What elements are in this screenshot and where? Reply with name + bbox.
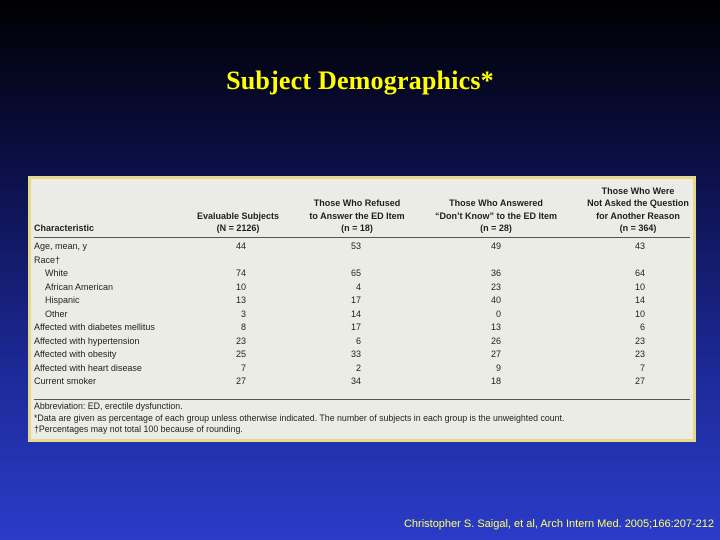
table-row xyxy=(31,294,693,308)
table-row xyxy=(31,375,693,389)
table-cell: 9 xyxy=(495,362,501,373)
table-cell: 13 xyxy=(235,295,246,305)
table-cell: 26 xyxy=(490,335,501,346)
table-cell: 0 xyxy=(495,308,501,319)
table-cell: 18 xyxy=(490,376,501,386)
table-row xyxy=(31,308,693,322)
table-cell: 10 xyxy=(634,281,645,292)
table-cell: 14 xyxy=(634,295,645,305)
column-header-4: Those Who Were Not Asked the Question for Another Reason (n = 364) xyxy=(587,185,689,234)
table-row xyxy=(31,321,693,335)
table-cell: 2 xyxy=(355,362,361,373)
table-header-row xyxy=(31,179,693,237)
table-cell: 10 xyxy=(634,308,645,319)
row-label: African American xyxy=(45,281,114,292)
table-cell: 36 xyxy=(490,268,501,278)
table-cell: 53 xyxy=(350,241,361,251)
table-cell: 44 xyxy=(235,241,246,251)
table-row xyxy=(31,362,693,376)
row-label: Current smoker xyxy=(34,376,97,386)
table-cell: 14 xyxy=(350,308,361,319)
table-row xyxy=(31,348,693,362)
table-cell: 7 xyxy=(639,362,645,373)
table-cell: 23 xyxy=(634,349,645,359)
table-cell: 34 xyxy=(350,376,361,386)
row-label: Hispanic xyxy=(45,295,80,305)
table-cell: 25 xyxy=(235,349,246,359)
table-note: Abbreviation: ED, erectile dysfunction. xyxy=(34,401,183,411)
table-cell: 49 xyxy=(490,241,501,251)
column-header-2: Those Who Refused to Answer the ED Item (n = 18) xyxy=(309,198,405,234)
table-cell: 65 xyxy=(350,268,361,278)
row-label: Affected with hypertension xyxy=(34,335,140,346)
row-label: White xyxy=(45,268,69,278)
table-cell: 23 xyxy=(235,335,246,346)
table-cell: 4 xyxy=(355,281,361,292)
column-header-3: Those Who Answered “Don’t Know” to the ED Item (n = 28) xyxy=(435,198,557,234)
table-cell: 33 xyxy=(350,349,361,359)
table-row xyxy=(31,240,693,254)
table-cell: 27 xyxy=(634,376,645,386)
table-cell: 17 xyxy=(350,322,361,332)
header-rule xyxy=(34,237,690,238)
table-cell: 74 xyxy=(235,268,246,278)
row-label: Affected with diabetes mellitus xyxy=(34,322,155,332)
table-row xyxy=(31,335,693,349)
row-label: Age, mean, y xyxy=(34,241,88,251)
row-label: Race† xyxy=(34,254,61,265)
footer-rule xyxy=(34,399,690,400)
table-note: †Percentages may not total 100 because of rounding. xyxy=(34,424,243,434)
table-cell: 23 xyxy=(490,281,501,292)
table-note: *Data are given as percentage of each group unless otherwise indicated. The number of subjects in each group is the unweighted count. xyxy=(34,412,565,423)
table-cell: 6 xyxy=(639,322,645,332)
column-header-1: Evaluable Subjects (N = 2126) xyxy=(196,210,280,234)
table-notes xyxy=(34,401,690,436)
column-header-characteristic: Characteristic xyxy=(34,223,95,234)
table-cell: 27 xyxy=(235,376,246,386)
table-cell: 10 xyxy=(235,281,246,292)
table-cell: 40 xyxy=(490,295,501,305)
slide-title: Subject Demographics* xyxy=(226,66,494,95)
table-cell: 43 xyxy=(634,241,645,251)
table-cell: 27 xyxy=(490,349,501,359)
table-row xyxy=(31,267,693,281)
table-cell: 7 xyxy=(240,362,246,373)
table-cell: 13 xyxy=(490,322,501,332)
table-cell: 8 xyxy=(240,322,246,332)
row-label: Affected with heart disease xyxy=(34,362,142,373)
table-cell: 6 xyxy=(355,335,361,346)
table-cell: 3 xyxy=(240,308,246,319)
demographics-table xyxy=(28,176,696,442)
citation: Christopher S. Saigal, et al, Arch Intern Med. 2005;166:207-212 xyxy=(403,518,714,530)
row-label: Affected with obesity xyxy=(34,349,117,359)
table-cell: 17 xyxy=(350,295,361,305)
table-row xyxy=(31,281,693,295)
row-label: Other xyxy=(45,308,68,319)
table-row xyxy=(31,254,693,268)
table-cell: 23 xyxy=(634,335,645,346)
table-cell: 64 xyxy=(634,268,645,278)
